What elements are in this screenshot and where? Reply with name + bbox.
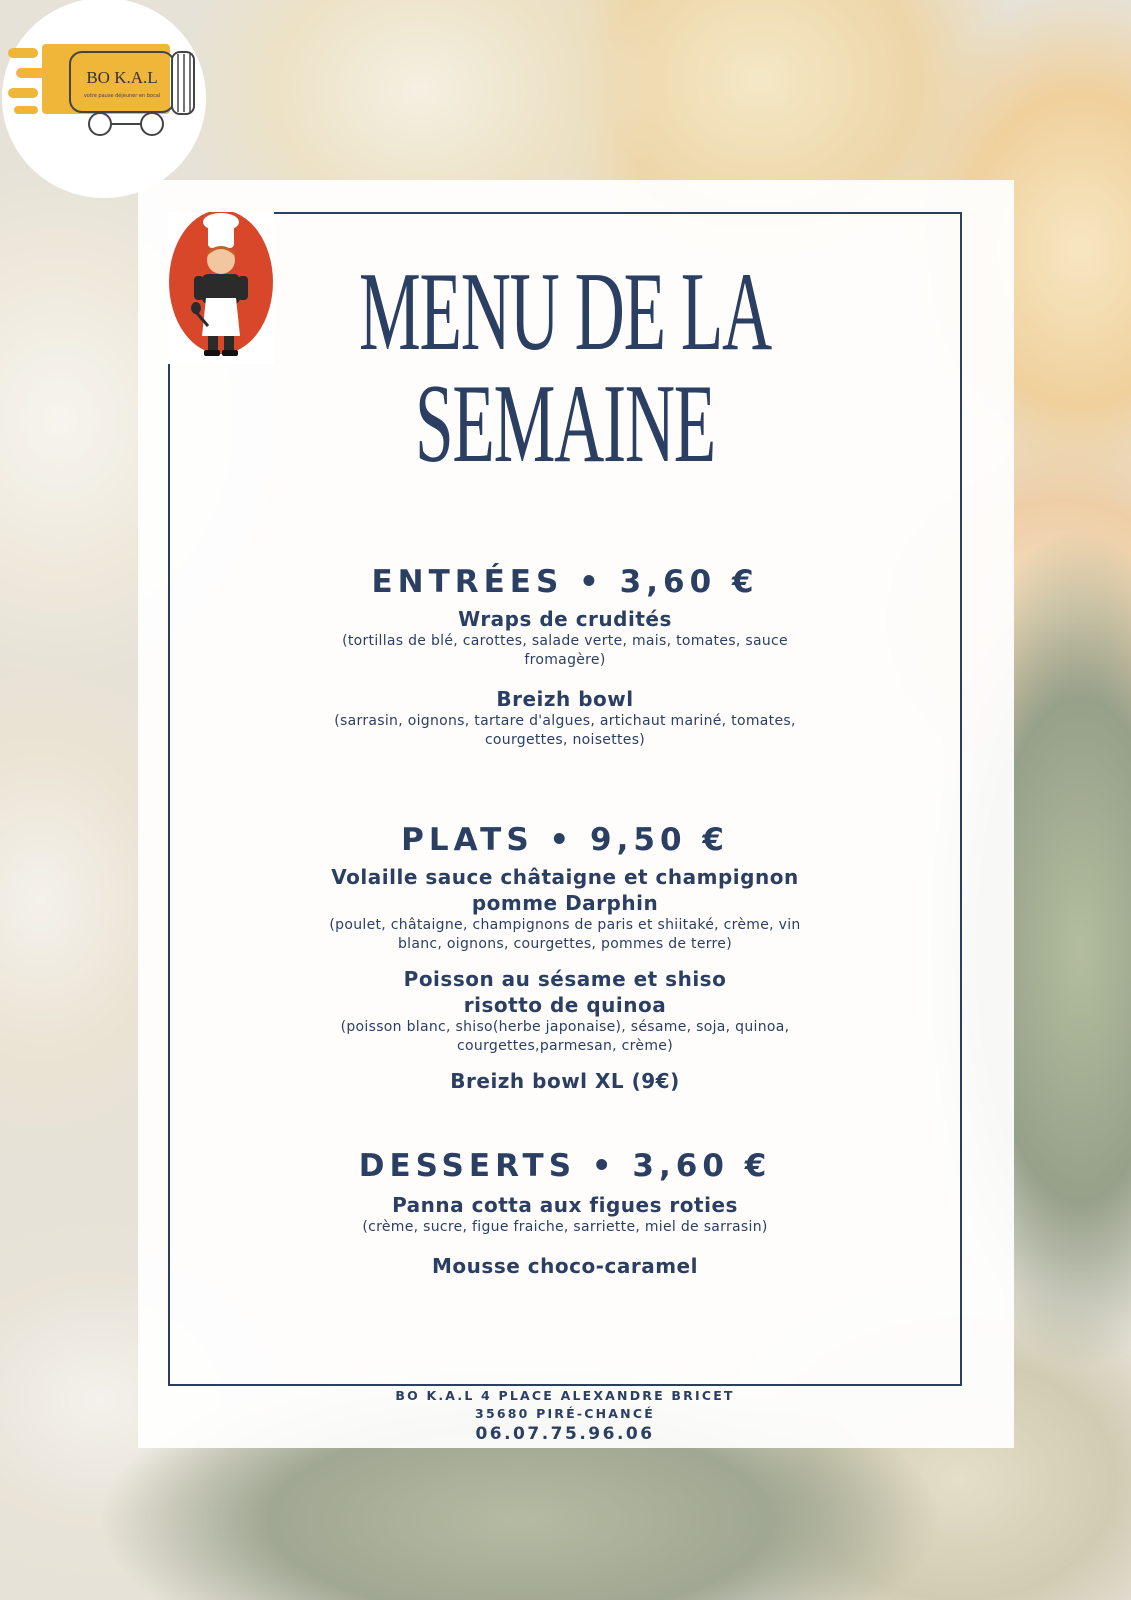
section-entrees [168, 564, 962, 750]
dish-name-line2: risotto de quinoa [463, 993, 667, 1017]
dish-name: Wraps de crudités [458, 607, 672, 631]
dish-name: Volaille sauce châtaigne et champignon [331, 865, 799, 889]
dish-ingredients: (tortillas de blé, carottes, salade verte, mais, tomates, sauce fromagère) [342, 633, 788, 668]
chef-icon [168, 212, 274, 364]
chef-badge [168, 212, 274, 364]
dish-name: Poisson au sésame et shiso [403, 967, 727, 991]
menu-title-line1: MENU DE LA [359, 250, 771, 374]
dish-ingredients: (sarrasin, oignons, tartare d'algues, artichaut mariné, tomates, courgettes, noisettes) [334, 713, 796, 748]
dish-name: Breizh bowl [496, 687, 634, 711]
dish-ingredients: (poisson blanc, shiso(herbe japonaise), sésame, soja, quinoa, courgettes,parmesan, crème) [340, 1019, 790, 1054]
dish-ingredients: (poulet, châtaigne, champignons de paris et shiitaké, crème, vin blanc, oignons, courgettes, pommes de terre) [329, 917, 801, 952]
logo-brand-text: BO K.A.L [86, 68, 158, 87]
logo-tagline: votre pause déjeuner en bocal [83, 93, 161, 99]
menu-title-line2: SEMAINE [415, 362, 715, 486]
section-heading-entrees: ENTRÉES • 3,60 € [371, 564, 759, 600]
food-truck-jar-icon [2, 30, 202, 145]
dish-ingredients: (crème, sucre, figue fraiche, sarriette, miel de sarrasin) [362, 1219, 768, 1235]
section-heading-plats: PLATS • 9,50 € [401, 822, 729, 858]
dish-name: Panna cotta aux figues roties [392, 1193, 738, 1217]
section-desserts [168, 1148, 962, 1279]
section-plats [168, 822, 962, 1094]
footer-address-line1: BO K.A.L 4 PLACE ALEXANDRE BRICET [395, 1388, 735, 1403]
footer-phone[interactable]: 06.07.75.96.06 [475, 1424, 655, 1444]
footer-address-line2: 35680 PIRÉ-CHANCÉ [475, 1406, 655, 1421]
dish-name: Mousse choco-caramel [432, 1254, 698, 1278]
dish-name: Breizh bowl XL (9€) [450, 1069, 680, 1093]
section-heading-desserts: DESSERTS • 3,60 € [358, 1148, 772, 1184]
dish-name-line2: pomme Darphin [471, 891, 659, 915]
